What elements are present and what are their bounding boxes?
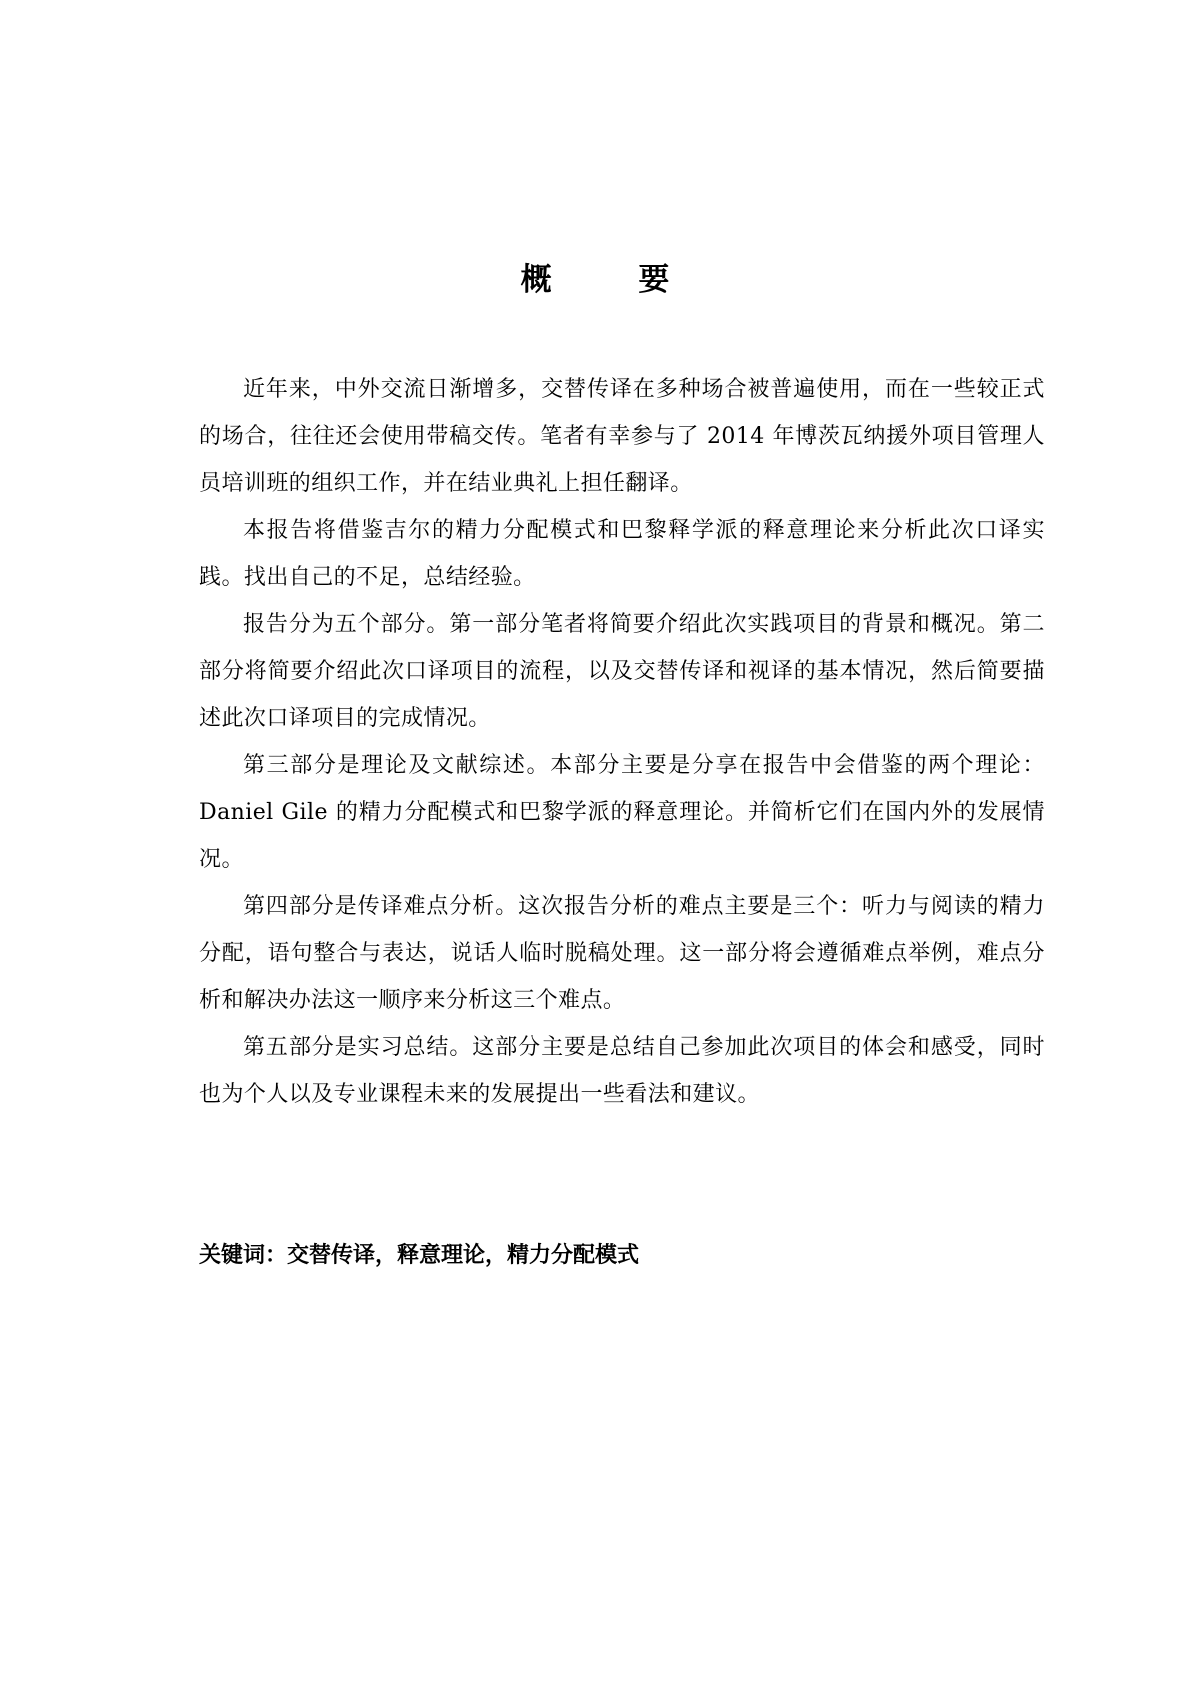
paragraph-1: 近年来，中外交流日渐增多，交替传译在多种场合被普遍使用，而在一些较正式的场合，往往还会使用带稿交传。笔者有幸参与了 2014 年博茨瓦纳援外项目管理人员培训班的组织工作，并在结业典礼上担任翻译。: [199, 377, 1045, 496]
paragraph-6: 第五部分是实习总结。这部分主要是总结自己参加此次项目的体会和感受，同时也为个人以及专业课程未来的发展提出一些看法和建议。: [199, 1035, 1045, 1107]
paragraph-2: 本报告将借鉴吉尔的精力分配模式和巴黎释学派的释意理论来分析此次口译实践。找出自己的不足，总结经验。: [199, 518, 1045, 590]
abstract-body: [199, 366, 1045, 1118]
paragraph-4: 第三部分是理论及文献综述。本部分主要是分享在报告中会借鉴的两个理论：Daniel Gile 的精力分配模式和巴黎学派的释意理论。并简析它们在国内外的发展情况。: [199, 753, 1045, 872]
keywords-line: 关键词：交替传译，释意理论，精力分配模式: [199, 1243, 640, 1268]
paragraph-5: 第四部分是传译难点分析。这次报告分析的难点主要是三个：听力与阅读的精力分配，语句整合与表达，说话人临时脱稿处理。这一部分将会遵循难点举例，难点分析和解决办法这一顺序来分析这三个难点。: [199, 894, 1045, 1013]
page-title: 概 要: [520, 262, 698, 298]
paragraph-3: 报告分为五个部分。第一部分笔者将简要介绍此次实践项目的背景和概况。第二部分将简要介绍此次口译项目的流程，以及交替传译和视译的基本情况，然后简要描述此次口译项目的完成情况。: [199, 612, 1045, 731]
